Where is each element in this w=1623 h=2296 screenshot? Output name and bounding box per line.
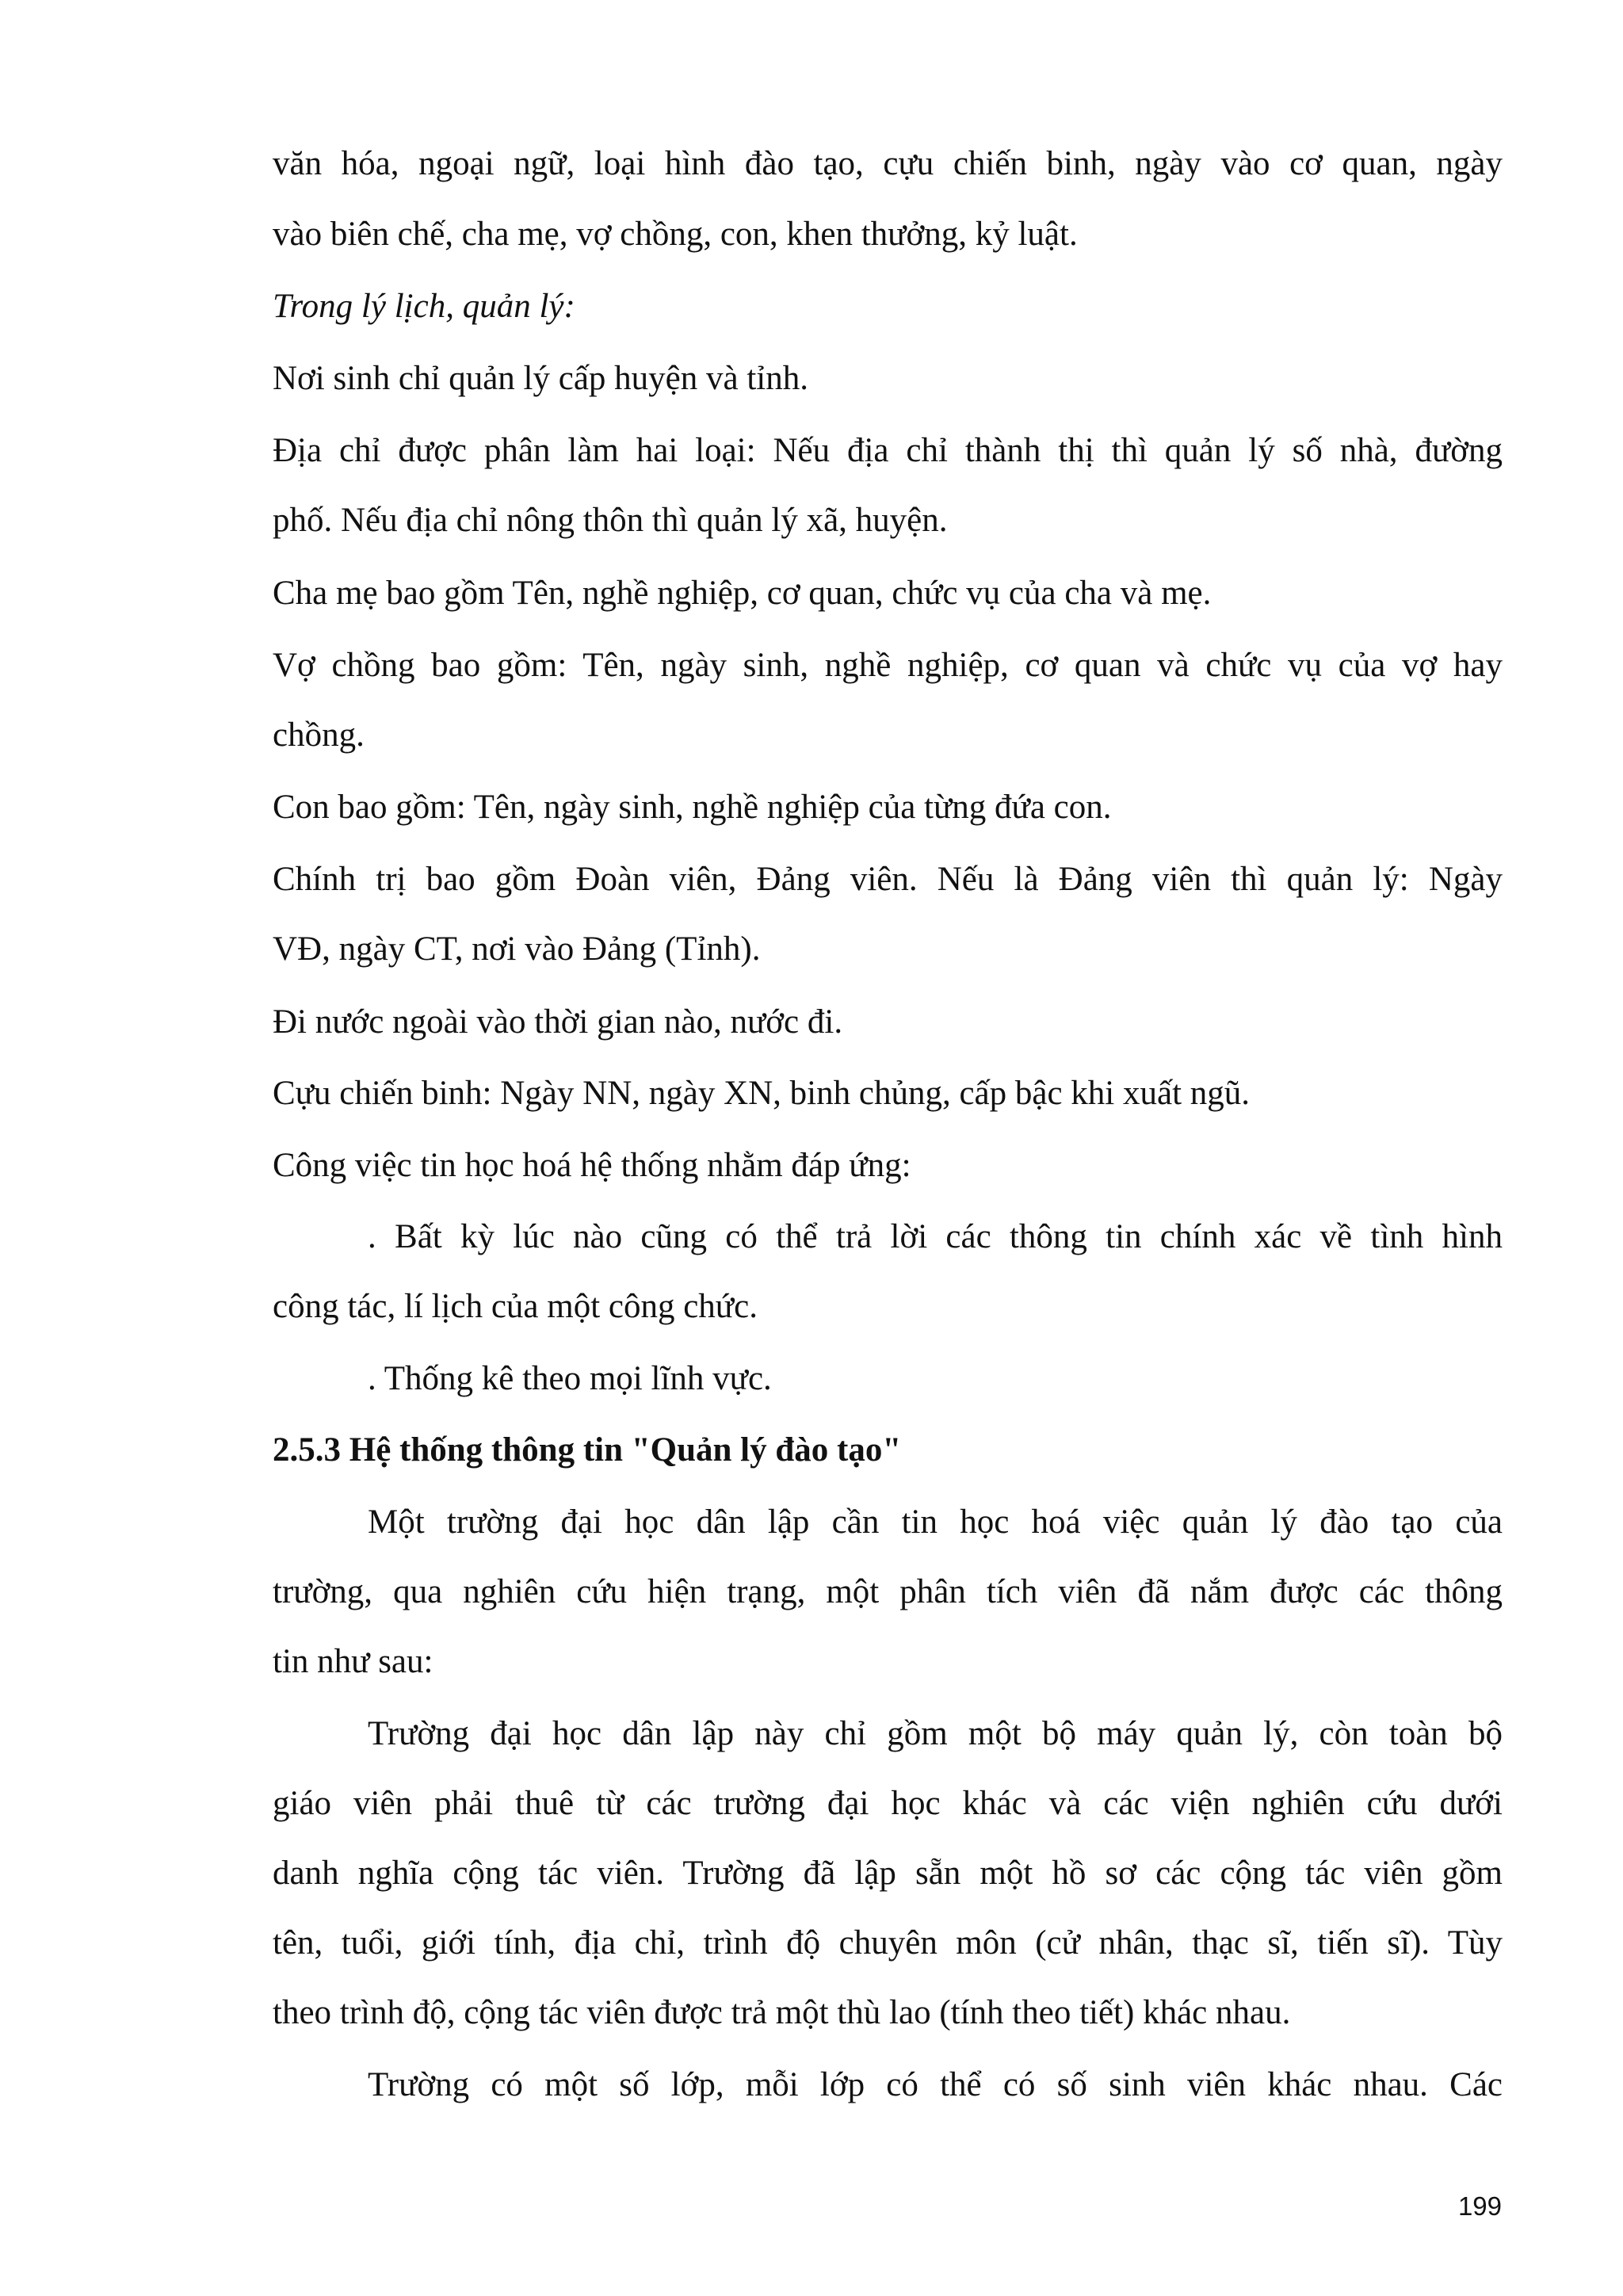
- bullet-line: . Bất kỳ lúc nào cũng có thể trả lời các thông tin chính xác về tình hình: [368, 1218, 1503, 1255]
- text-line: Địa chỉ được phân làm hai loại: Nếu địa chỉ thành thị thì quản lý số nhà, đường: [273, 432, 1503, 469]
- text-line: VĐ, ngày CT, nơi vào Đảng (Tỉnh).: [273, 930, 761, 968]
- text-line: Con bao gồm: Tên, ngày sinh, nghề nghiệp của từng đứa con.: [273, 789, 1112, 826]
- text-line: danh nghĩa cộng tác viên. Trường đã lập sẵn một hồ sơ các cộng tác viên gồm: [273, 1855, 1503, 1892]
- text-line: Một trường đại học dân lập cần tin học hoá việc quản lý đào tạo của: [368, 1503, 1503, 1541]
- text-line: giáo viên phải thuê từ các trường đại học khác và các viện nghiên cứu dưới: [273, 1785, 1503, 1822]
- text-line: Cha mẹ bao gồm Tên, nghề nghiệp, cơ quan, chức vụ của cha và mẹ.: [273, 575, 1212, 612]
- text-line: Cựu chiến binh: Ngày NN, ngày XN, binh chủng, cấp bậc khi xuất ngũ.: [273, 1075, 1251, 1112]
- bullet-line: . Thống kê theo mọi lĩnh vực.: [368, 1360, 772, 1397]
- text-line: chồng.: [273, 716, 365, 754]
- text-line: Chính trị bao gồm Đoàn viên, Đảng viên. Nếu là Đảng viên thì quản lý: Ngày: [273, 861, 1503, 898]
- text-line: tên, tuổi, giới tính, địa chỉ, trình độ chuyên môn (cử nhân, thạc sĩ, tiến sĩ). Tùy: [273, 1924, 1503, 1962]
- text-line: Đi nước ngoài vào thời gian nào, nước đi.: [273, 1003, 843, 1041]
- text-line: công tác, lí lịch của một công chức.: [273, 1288, 758, 1325]
- text-line: tin như sau:: [273, 1643, 433, 1680]
- text-line: Trường có một số lớp, mỗi lớp có thể có số sinh viên khác nhau. Các: [368, 2066, 1503, 2103]
- text-line: phố. Nếu địa chỉ nông thôn thì quản lý xã, huyện.: [273, 502, 948, 539]
- text-line: theo trình độ, cộng tác viên được trả một thù lao (tính theo tiết) khác nhau.: [273, 1994, 1291, 2031]
- text-line: Vợ chồng bao gồm: Tên, ngày sinh, nghề nghiệp, cơ quan và chức vụ của vợ hay: [273, 647, 1503, 684]
- page-number: 199: [1457, 2191, 1502, 2221]
- text-line: Nơi sinh chỉ quản lý cấp huyện và tỉnh.: [273, 360, 808, 397]
- text-line: trường, qua nghiên cứu hiện trạng, một phân tích viên đã nắm được các thông: [273, 1573, 1503, 1610]
- document-page: [273, 0, 1503, 2296]
- section-heading: 2.5.3 Hệ thống thông tin "Quản lý đào tạo": [273, 1431, 902, 1469]
- text-line: vào biên chế, cha mẹ, vợ chồng, con, khen thưởng, kỷ luật.: [273, 216, 1078, 253]
- text-line: văn hóa, ngoại ngữ, loại hình đào tạo, cựu chiến binh, ngày vào cơ quan, ngày: [273, 145, 1503, 182]
- text-line: Công việc tin học hoá hệ thống nhằm đáp ứng:: [273, 1147, 911, 1184]
- subheading-italic: Trong lý lịch, quản lý:: [273, 288, 575, 325]
- text-line: Trường đại học dân lập này chỉ gồm một bộ máy quản lý, còn toàn bộ: [368, 1715, 1503, 1752]
